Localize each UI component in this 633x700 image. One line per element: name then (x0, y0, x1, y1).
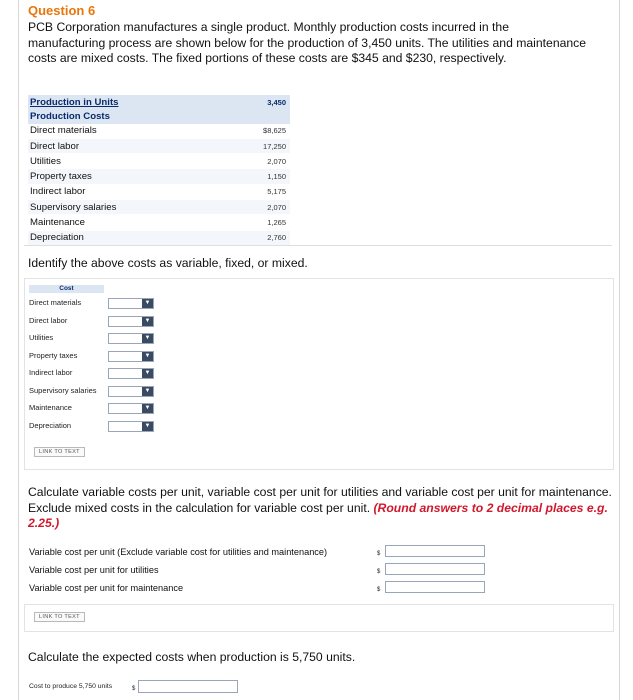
cost-type-select[interactable] (108, 298, 154, 309)
row-label: Utilities (28, 154, 226, 169)
table-row (28, 124, 290, 139)
row-value: 17,250 (226, 138, 290, 153)
row-value: 5,175 (226, 184, 290, 199)
identify-row-label: Depreciation (29, 421, 72, 430)
chevron-down-icon: ▼ (142, 317, 153, 326)
row-label: Depreciation (28, 230, 226, 245)
link-to-text-button[interactable]: LINK TO TEXT (34, 447, 85, 457)
row-value: 2,760 (226, 230, 290, 245)
row-value: 1,265 (226, 215, 290, 230)
expected-row-label: Cost to produce 5,750 units (29, 683, 113, 690)
table-row (28, 215, 290, 230)
row-label: Maintenance (28, 215, 226, 230)
variable-row-label: Variable cost per unit for maintenance (29, 583, 184, 593)
question-title: Question 6 (28, 3, 96, 18)
maintenance-cost-input[interactable] (385, 581, 485, 593)
table-row (28, 138, 290, 153)
chevron-down-icon: ▼ (142, 352, 153, 361)
row-label: Supervisory salaries (28, 200, 226, 215)
currency-symbol: $ (377, 569, 381, 575)
chevron-down-icon: ▼ (142, 422, 153, 431)
table-row (28, 184, 290, 199)
utilities-cost-input[interactable] (385, 563, 485, 575)
production-units-row (28, 95, 290, 109)
table-row (28, 169, 290, 184)
production-units-value: 3,450 (226, 95, 290, 109)
chevron-down-icon: ▼ (142, 387, 153, 396)
cost-type-select[interactable] (108, 421, 154, 432)
currency-symbol: $ (132, 686, 136, 692)
row-value: 2,070 (226, 154, 290, 169)
row-value: $8,625 (226, 124, 290, 139)
chevron-down-icon: ▼ (142, 334, 153, 343)
table-row (28, 230, 290, 245)
row-label: Indirect labor (28, 184, 226, 199)
round-note: (Round answers to 2 decimal places e.g. 2.25.) (28, 500, 608, 530)
expected-cost-prompt: Calculate the expected costs when production is 5,750 units. (28, 650, 356, 664)
link-panel (24, 604, 614, 632)
identify-row-label: Maintenance (29, 403, 72, 412)
cost-type-select[interactable] (108, 316, 154, 327)
variable-row-label: Variable cost per unit for utilities (29, 565, 159, 575)
cost-column-header: Cost (29, 285, 104, 293)
row-value: 2,070 (226, 200, 290, 215)
identify-row-label: Direct materials (29, 298, 82, 307)
row-label: Property taxes (28, 169, 226, 184)
variable-cost-input[interactable] (385, 545, 485, 557)
production-costs-header (28, 109, 290, 123)
production-units-label: Production in Units (28, 95, 226, 109)
table-row (28, 200, 290, 215)
cost-type-select[interactable] (108, 403, 154, 414)
currency-symbol: $ (377, 551, 381, 557)
cost-type-select[interactable] (108, 333, 154, 344)
cost-table (28, 95, 290, 246)
production-costs-label: Production Costs (28, 109, 226, 123)
link-to-text-button[interactable]: LINK TO TEXT (34, 612, 85, 622)
identify-prompt: Identify the above costs as variable, fixed, or mixed. (28, 256, 308, 270)
row-label: Direct materials (28, 124, 226, 139)
table-row (28, 154, 290, 169)
identify-row-label: Supervisory salaries (29, 386, 97, 395)
section-divider (24, 245, 612, 246)
cost-type-select[interactable] (108, 351, 154, 362)
currency-symbol: $ (377, 587, 381, 593)
variable-cost-prompt (28, 485, 613, 532)
row-value: 1,150 (226, 169, 290, 184)
cost-type-select[interactable] (108, 386, 154, 397)
row-label: Direct labor (28, 138, 226, 153)
variable-cost-prompt-text: Calculate variable costs per unit, variable cost per unit for utilities and variable cost per unit for maintenance. Exclude mixed costs in the calculation for variable cost per unit. (28, 485, 612, 515)
chevron-down-icon: ▼ (142, 369, 153, 378)
identify-row-label: Utilities (29, 333, 54, 342)
chevron-down-icon: ▼ (142, 299, 153, 308)
chevron-down-icon: ▼ (142, 404, 153, 413)
expected-cost-input[interactable] (138, 680, 238, 693)
variable-row-label: Variable cost per unit (Exclude variable cost for utilities and maintenance) (29, 547, 328, 557)
question-intro: PCB Corporation manufactures a single product. Monthly production costs incurred in the manufacturing process are shown below for the production of 3,450 units. The utilities and maintenance costs are mixed costs. The fixed portions of these costs are $345 and $230, respectively. (28, 20, 587, 65)
identify-row-label: Indirect labor (29, 368, 73, 377)
cost-type-select[interactable] (108, 368, 154, 379)
identify-row-label: Direct labor (29, 316, 68, 325)
identify-row-label: Property taxes (29, 351, 78, 360)
